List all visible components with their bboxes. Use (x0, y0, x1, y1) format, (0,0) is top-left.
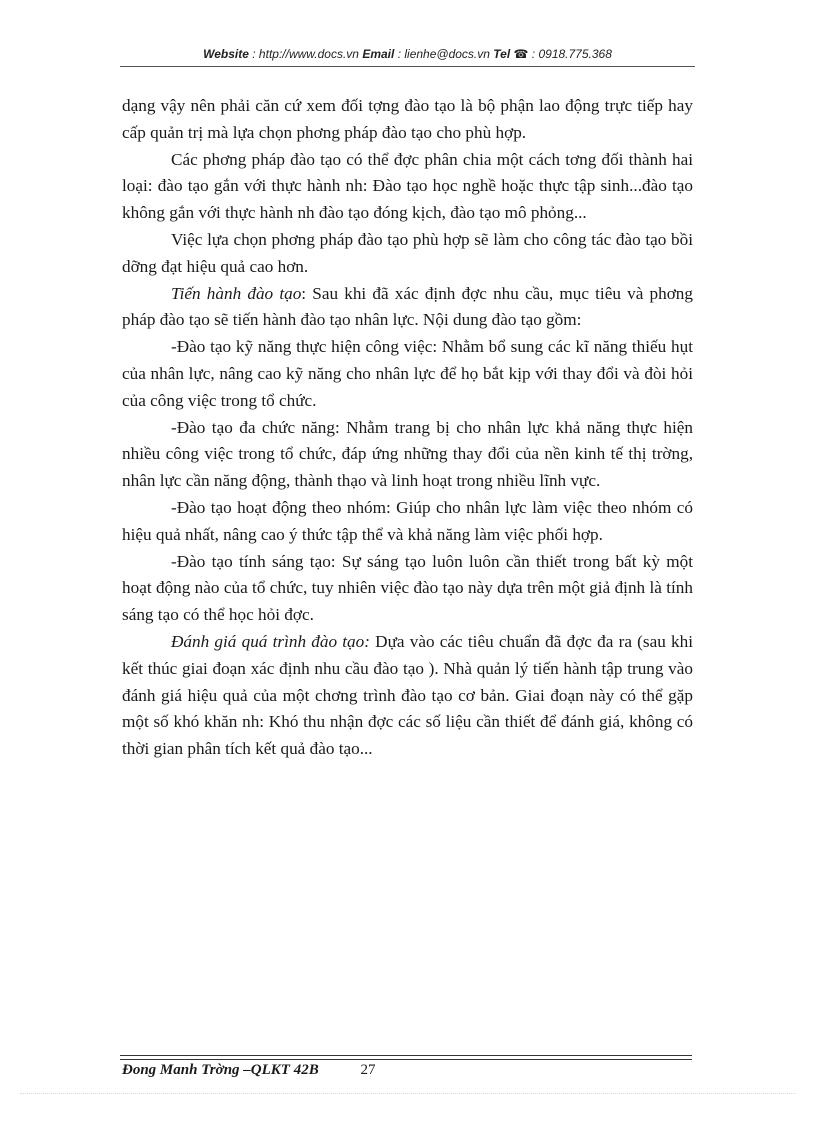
paragraph-9-text: Dựa vào các tiêu chuẩn đã đợc đa ra (sau khi kết thúc giai đoạn xác định nhu cầu đào tạo ). Nhà quản lý tiến hành tập trung vào đánh giá hiệu quả của một chơng trình đào tạo cơ bản. Giai đoạn này có thể gặp một số khó khăn nh: Khó thu nhận đợc các số liệu cần thiết để đánh giá, không có thời gian phân tích kết quả đào tạo... (122, 631, 693, 759)
tel-value: ☎ : 0918.775.368 (513, 47, 612, 61)
section-heading-training: Tiến hành đào tạo (171, 283, 302, 303)
email-label: Email (362, 47, 395, 61)
paragraph-5: -Đào tạo kỹ năng thực hiện công việc: Nhằm bổ sung các kĩ năng thiếu hụt của nhân lực, nâng cao kỹ năng cho nhân lực để họ bắt kịp với thay đổi và đòi hỏi của công việc trong tổ chức. (122, 337, 693, 410)
email-value: : lienhe@docs.vn (397, 47, 490, 61)
document-body (122, 93, 693, 763)
header-divider (120, 66, 695, 67)
paragraph-4 (122, 281, 693, 335)
footer-author: Đong Manh Trờng –QLKT 42B (122, 1062, 319, 1078)
page-header (120, 47, 695, 61)
paragraph-1: dạng vậy nên phải căn cứ xem đối tợng đào tạo là bộ phận lao động trực tiếp hay cấp quản trị mà lựa chọn phơng pháp đào tạo cho phù hợp. (122, 96, 693, 142)
page-footer (122, 1062, 375, 1079)
paragraph-7: -Đào tạo hoạt động theo nhóm: Giúp cho nhân lực làm việc theo nhóm có hiệu quả nhất, nâng cao ý thức tập thể và khả năng làm việc phối hợp. (122, 497, 693, 544)
paragraph-3: Việc lựa chọn phơng pháp đào tạo phù hợp sẽ làm cho công tác đào tạo bồi dỡng đạt hiệu quả cao hơn. (122, 229, 693, 276)
section-heading-evaluation: Đánh giá quá trình đào tạo: (171, 631, 370, 651)
website-value: : http://www.docs.vn (252, 47, 359, 61)
website-label: Website (203, 47, 249, 61)
page-bottom-edge (20, 1093, 796, 1094)
page-number: 27 (360, 1062, 376, 1078)
paragraph-6: -Đào tạo đa chức năng: Nhằm trang bị cho nhân lực khả năng thực hiện nhiều công việc trong tổ chức, đáp ứng những thay đổi của nền kinh tế thị trờng, nhân lực cần năng động, thành thạo và linh hoạt trong nhiều lĩnh vực. (122, 417, 693, 491)
paragraph-9 (122, 629, 693, 763)
footer-divider-bottom (120, 1059, 692, 1060)
footer-divider-top (120, 1055, 692, 1056)
paragraph-8: -Đào tạo tính sáng tạo: Sự sáng tạo luôn luôn cần thiết trong bất kỳ một hoạt động nào của tổ chức, tuy nhiên việc đào tạo này dựa trên một giả định là tính sáng tạo có thể học hỏi đợc. (122, 551, 693, 625)
tel-label: Tel (493, 47, 511, 61)
paragraph-2: Các phơng pháp đào tạo có thể đợc phân chia một cách tơng đối thành hai loại: đào tạo gắn với thực hành nh: Đào tạo học nghề hoặc thực tập sinh...đào tạo không gắn với thực hành nh đào tạo đóng kịch, đào tạo mô phỏng... (122, 149, 693, 223)
paragraph-4-text: : Sau khi đã xác định đợc nhu cầu, mục tiêu và phơng pháp đào tạo sẽ tiến hành đào tạo nhân lực. Nội dung đào tạo gồm: (122, 283, 693, 330)
